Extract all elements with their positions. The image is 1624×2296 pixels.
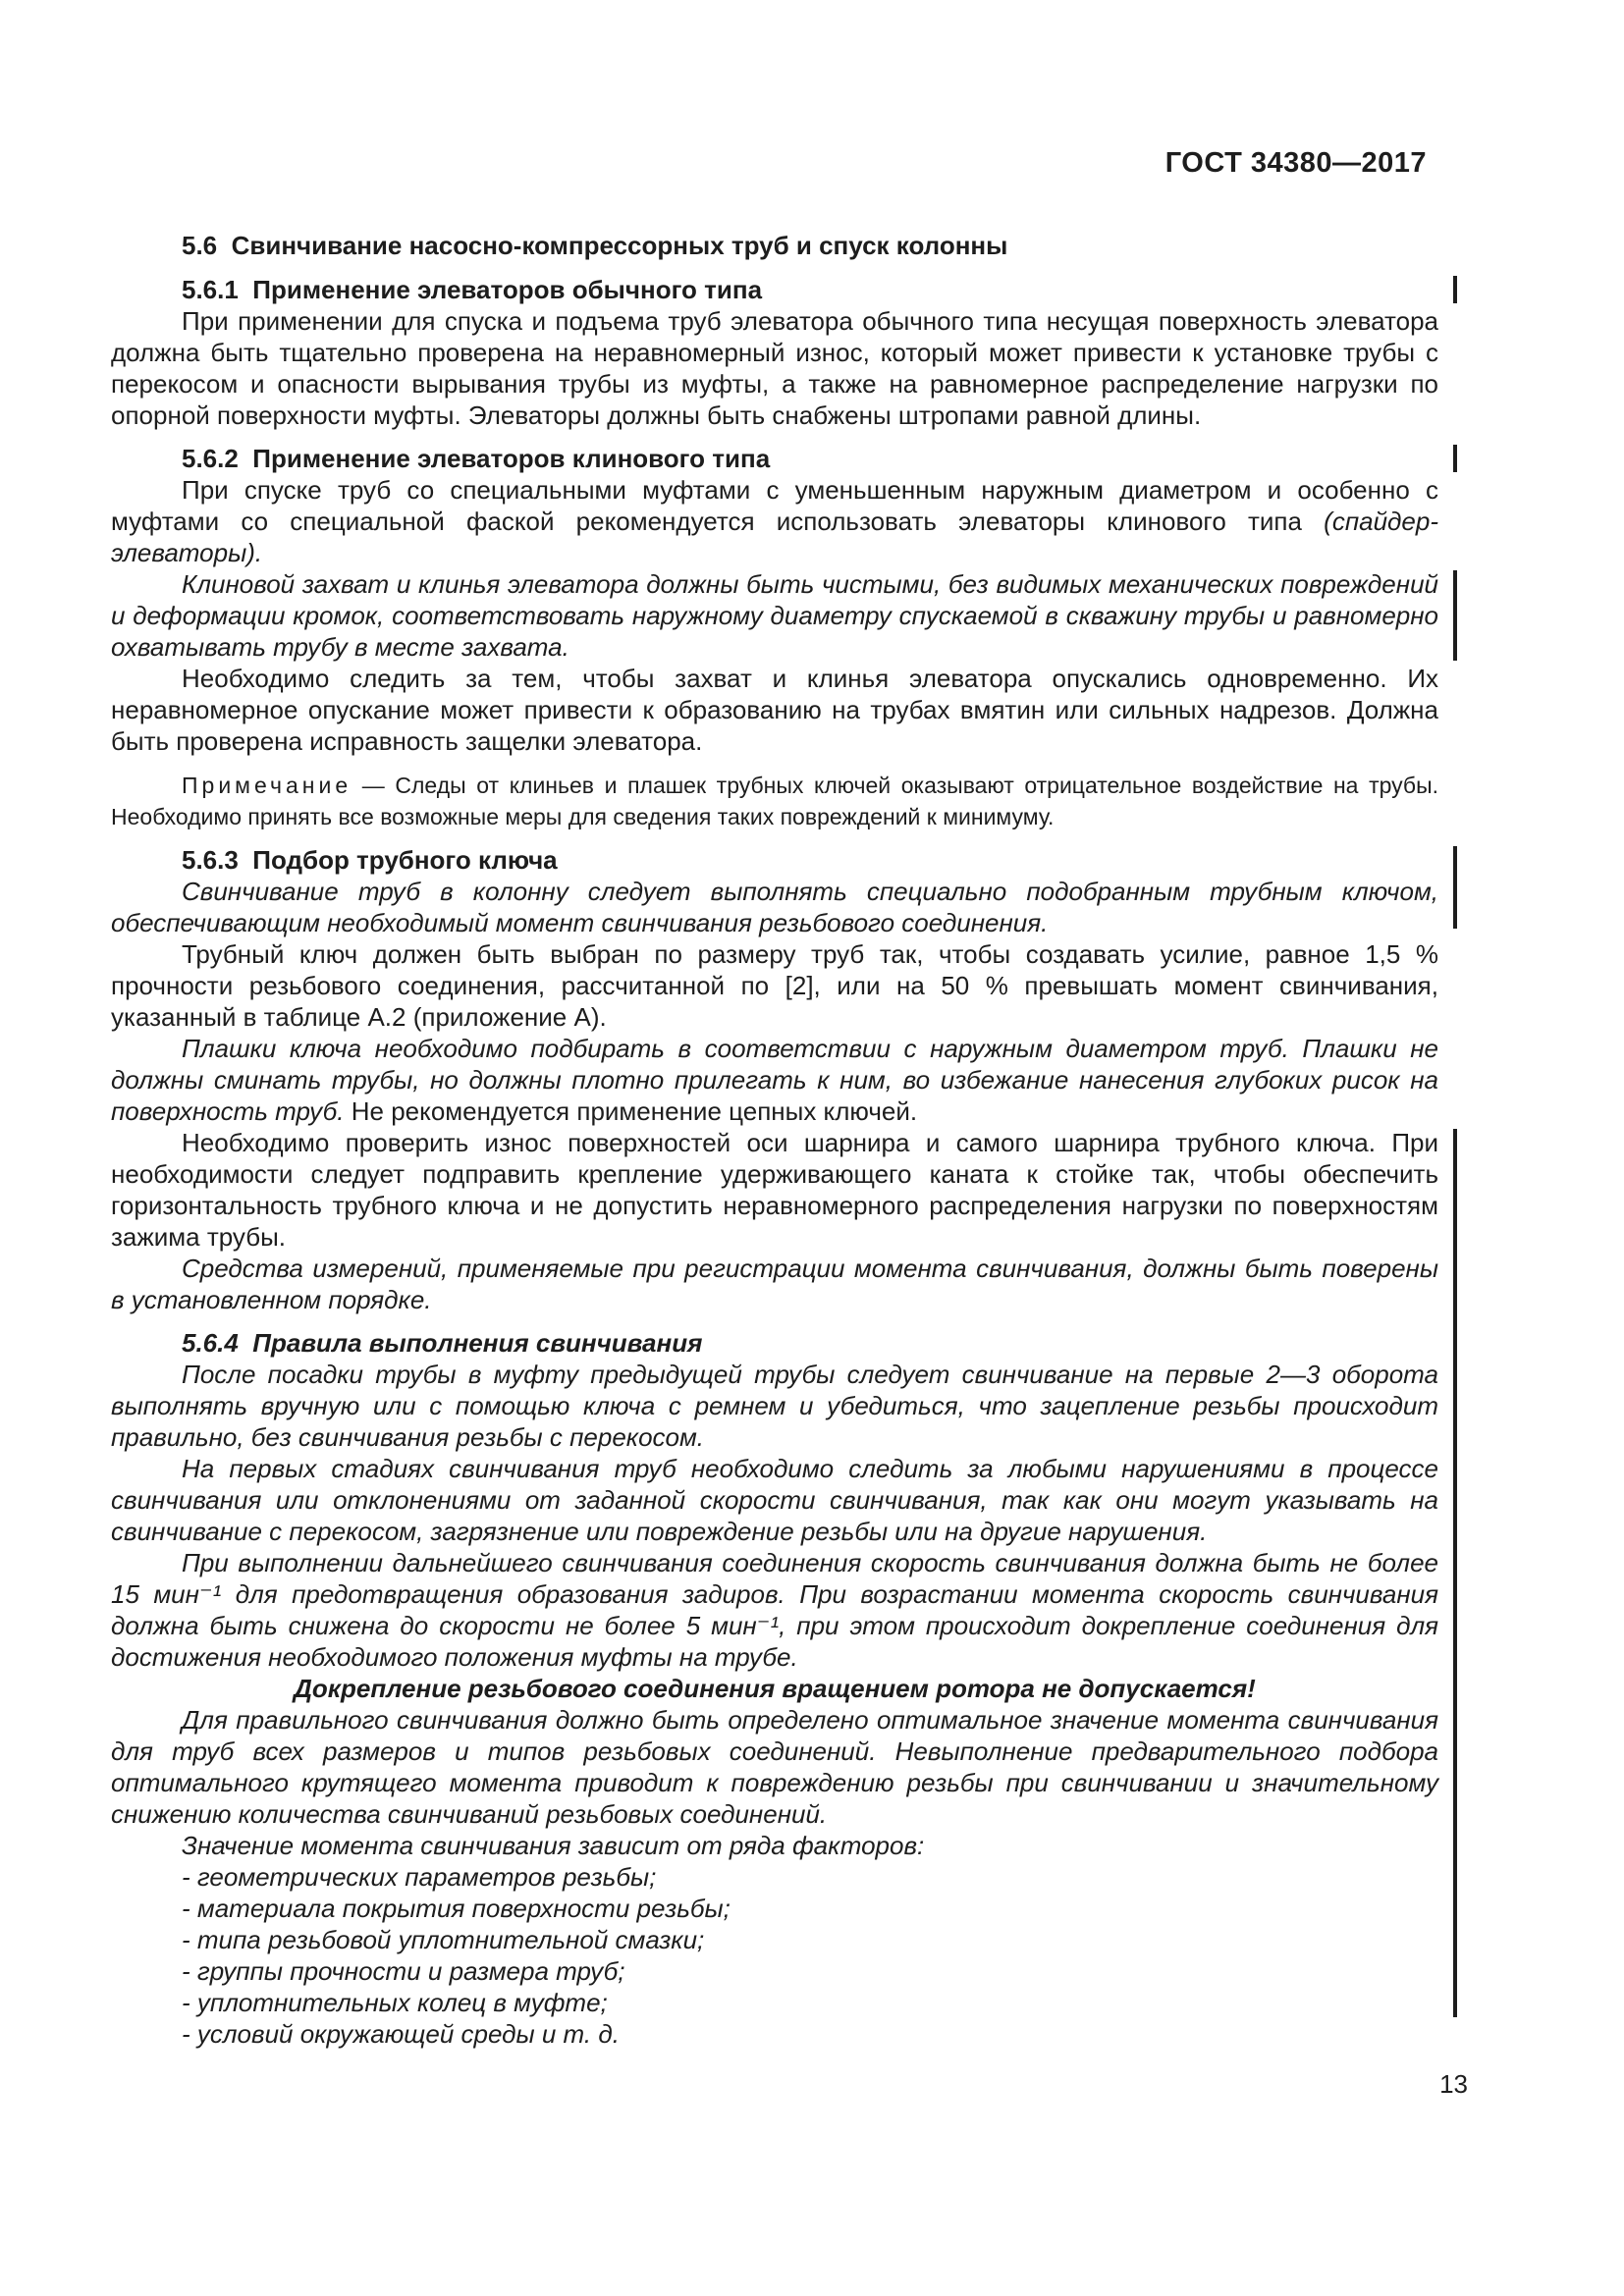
rotor-warning: Докрепление резьбового соединения вращением ротора не допускается! xyxy=(294,1674,1256,1703)
list-item: - группы прочности и размера труб; xyxy=(182,1956,625,1986)
section-5-6-4-heading: 5.6.4 Правила выполнения свинчивания xyxy=(182,1328,703,1358)
paragraph-wrench-dies xyxy=(111,1033,1438,1127)
paragraph-text: Не рекомендуется применение цепных ключей. xyxy=(351,1096,918,1126)
paragraph-first-turns: После посадки трубы в муфту предыдущей трубы следует свинчивание на первые 2—3 оборота выполнять вручную или с помощью ключа с ремнем и убедиться, что зацепление резьбы происходит правильно, без свинчивания резьбы с перекосом. xyxy=(111,1360,1438,1452)
factor-list xyxy=(111,1861,1438,2050)
section-5-6-2-heading: 5.6.2 Применение элеваторов клинового типа xyxy=(182,444,771,473)
doc-number-header: ГОСТ 34380—2017 xyxy=(1164,147,1427,179)
page-number: 13 xyxy=(1439,2069,1468,2099)
paragraph-elevator-regular: При применении для спуска и подъема труб элеватора обычного типа несущая поверхность элеватора должна быть тщательно проверена на неравномерный износ, который может привести к установке трубы с перекосом и опасности вырывания трубы из муфты, а также на равномерное распределение нагрузки по опорной поверхности муфты. Элеваторы должны быть снабжены штропами равной длины. xyxy=(111,306,1438,430)
paragraph-early-stages: На первых стадиях свинчивания труб необходимо следить за любыми нарушениями в процессе свинчивания или отклонениями от заданной скорости свинчивания, так как они могут указывать на свинчивание с перекосом, загрязнение или повреждение резьбы или на другие нарушения. xyxy=(111,1454,1438,1546)
list-item: - материала покрытия поверхности резьбы; xyxy=(182,1894,731,1923)
paragraph-text-italic: (спайдер-элеваторы). xyxy=(111,507,1439,567)
revision-change-bar xyxy=(1453,1129,1457,2017)
paragraph-hinge-wear: Необходимо проверить износ поверхностей оси шарнира и самого шарнира трубного ключа. При необходимости следует подправить крепление удерживающего каната к стойке так, чтобы обеспечить горизонтальность трубного ключа и не допустить неравномерного распределения нагрузки по поверхностям зажима трубы. xyxy=(111,1128,1438,1252)
list-item: - типа резьбовой уплотнительной смазки; xyxy=(182,1925,705,1954)
revision-change-bar xyxy=(1453,445,1457,472)
revision-change-bar xyxy=(1453,276,1457,303)
note-text: — Следы от клиньев и плашек трубных ключей оказывают отрицательное воздействие на трубы. Необходимо принять все возможные меры для сведения таких повреждений к минимуму. xyxy=(111,773,1439,829)
paragraph-wedge-grip: Клиновой захват и клинья элеватора должны быть чистыми, без видимых механических повреждений и деформации кромок, соответствовать наружному диаметру спускаемой в скважину трубы и равномерно охватывать трубу в месте захвата. xyxy=(111,569,1438,662)
paragraph-factors-intro: Значение момента свинчивания зависит от ряда факторов: xyxy=(182,1831,925,1860)
list-item: - условий окружающей среды и т. д. xyxy=(182,2019,620,2049)
section-5-6-3-heading: 5.6.3 Подбор трубного ключа xyxy=(182,845,558,875)
paragraph-optimal-torque: Для правильного свинчивания должно быть определено оптимальное значение момента свинчивания для труб всех размеров и типов резьбовых соединений. Невыполнение предварительного подбора оптимального крутящего момента приводит к повреждению резьбы при свинчивании и значительному снижению количества свинчиваний резьбовых соединений. xyxy=(111,1705,1438,1829)
paragraph-text-italic: Плашки ключа необходимо подбирать в соответствии с наружным диаметром труб. Плашки не должны сминать трубы, но должны плотно прилегать к ним, во избежание нанесения глубоких рисок на поверхность труб. xyxy=(111,1034,1438,1126)
revision-change-bar xyxy=(1453,570,1457,661)
paragraph-speed-limit: При выполнении дальнейшего свинчивания соединения скорость свинчивания должна быть не более 15 мин⁻¹ для предотвращения образования задиров. При возрастании момента скорость свинчивания должна быть снижена до скорости не более 5 мин⁻¹, при этом происходит докрепление соединения для достижения необходимого положения муфты на трубе. xyxy=(111,1548,1438,1672)
list-item: - геометрических параметров резьбы; xyxy=(182,1862,657,1892)
note xyxy=(111,770,1438,832)
paragraph-wrench-selection: Свинчивание труб в колонну следует выполнять специально подобранным трубным ключом, обеспечивающим необходимый момент свинчивания резьбового соединения. xyxy=(111,877,1438,937)
paragraph-text: При спуске труб со специальными муфтами с уменьшенным наружным диаметром и особенно с муфтами со специальной фаской рекомендуется использовать элеваторы клинового типа xyxy=(111,475,1438,536)
document-body xyxy=(111,230,1438,2050)
list-item: - уплотнительных колец в муфте; xyxy=(182,1988,608,2017)
section-5-6-1-heading: 5.6.1 Применение элеваторов обычного типа xyxy=(182,275,763,304)
paragraph-measuring-tools: Средства измерений, применяемые при регистрации момента свинчивания, должны быть поверены в установленном порядке. xyxy=(111,1254,1438,1314)
revision-change-bar xyxy=(1453,846,1457,929)
section-5-6-heading: 5.6 Свинчивание насосно-компрессорных труб и спуск колонны xyxy=(182,231,1008,260)
note-label: Примечание xyxy=(182,773,352,798)
paragraph-wedge-elevator xyxy=(111,474,1438,568)
paragraph-wrench-size: Трубный ключ должен быть выбран по размеру труб так, чтобы создавать усилие, равное 1,5 % прочности резьбового соединения, рассчитанной по [2], или на 50 % превышать момент свинчивания, указанный в таблице А.2 (приложение А). xyxy=(111,939,1438,1032)
paragraph-wedge-lowering: Необходимо следить за тем, чтобы захват и клинья элеватора опускались одновременно. Их неравномерное опускание может привести к образованию на трубах вмятин или сильных надрезов. Должна быть проверена исправность защелки элеватора. xyxy=(111,664,1438,756)
